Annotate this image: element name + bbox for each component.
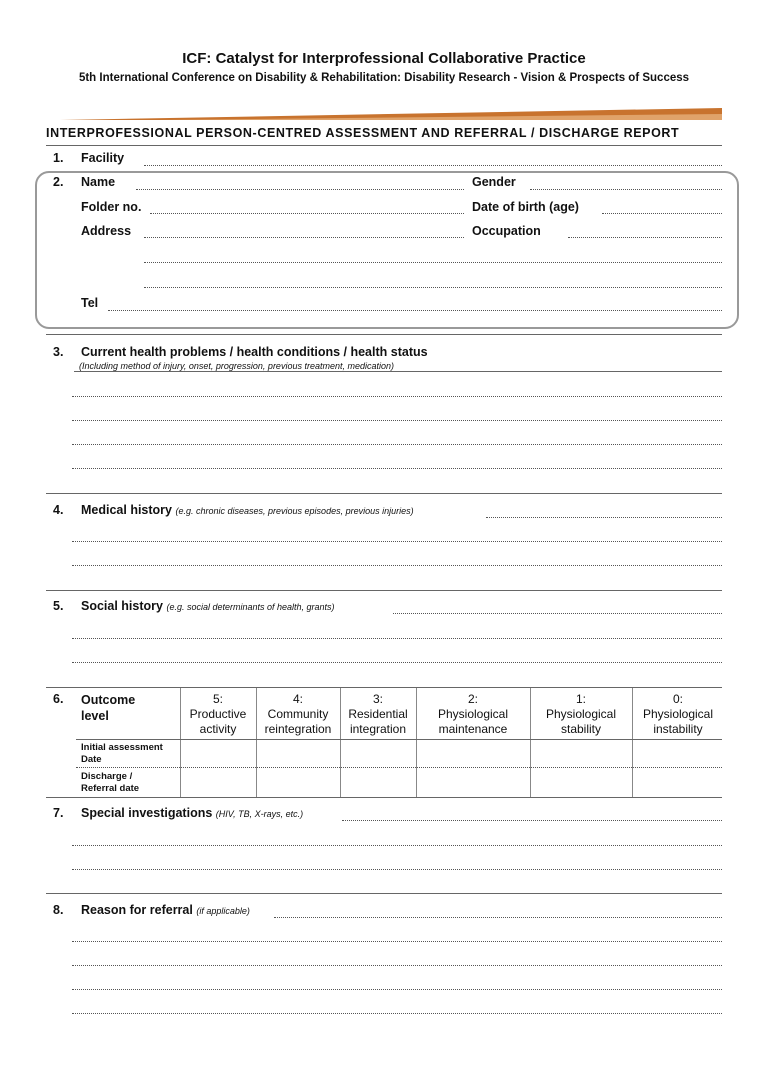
- occupation-field[interactable]: [568, 237, 722, 238]
- level-code: 5:: [212, 692, 223, 706]
- health-problems-line-4[interactable]: [72, 468, 722, 469]
- level-name-1: Physiological: [642, 707, 714, 721]
- section-4-number: 4.: [53, 503, 64, 517]
- page-subtitle: 5th International Conference on Disability & Rehabilitation: Disability Research - Vision & Prospects of Success: [78, 72, 690, 84]
- level-code: 1:: [575, 692, 586, 706]
- folder-field[interactable]: [150, 213, 464, 214]
- address-label: Address: [81, 224, 132, 238]
- title-rule: [46, 145, 722, 146]
- section-2-number: 2.: [53, 175, 64, 189]
- address-field-1[interactable]: [144, 237, 464, 238]
- level-name-2: instability: [653, 722, 703, 736]
- outcome-level-label: [81, 692, 135, 724]
- medical-history-title: Medical history: [81, 503, 172, 517]
- social-history-line-2[interactable]: [72, 662, 722, 663]
- special-investigations-hint: (HIV, TB, X-rays, etc.): [215, 809, 304, 819]
- special-investigations-line-1[interactable]: [72, 845, 722, 846]
- special-investigations-line-2[interactable]: [72, 869, 722, 870]
- level-name-2: integration: [349, 722, 407, 736]
- outcome-level-3: [340, 692, 416, 737]
- outcome-label-line2: level: [81, 709, 109, 723]
- section-7-number: 7.: [53, 806, 64, 820]
- row1-line1: Initial assessment: [81, 742, 163, 753]
- section-5-number: 5.: [53, 599, 64, 613]
- dob-label: Date of birth (age): [472, 200, 579, 214]
- level-name-2: reintegration: [264, 722, 332, 736]
- level-name-1: Community: [267, 707, 329, 721]
- section-1-number: 1.: [53, 151, 64, 165]
- health-problems-label: Current health problems / health conditions / health status: [81, 345, 428, 359]
- special-investigations-field[interactable]: [342, 820, 722, 821]
- social-history-label: [81, 599, 335, 613]
- section-8-number: 8.: [53, 903, 64, 917]
- discharge-date-label: [81, 771, 139, 795]
- health-problems-line-2[interactable]: [72, 420, 722, 421]
- reason-referral-label: [81, 903, 250, 917]
- header-accent-swoosh: [0, 100, 768, 124]
- level-name-2: activity: [199, 722, 237, 736]
- reason-referral-line-3[interactable]: [72, 989, 722, 990]
- section-divider: [46, 797, 722, 798]
- hint-rule: [74, 371, 722, 372]
- facility-label: Facility: [81, 151, 125, 165]
- medical-history-hint: (e.g. chronic diseases, previous episodes, previous injuries): [175, 506, 414, 516]
- outcome-level-4: [256, 692, 340, 737]
- name-label: Name: [81, 175, 116, 189]
- reason-referral-line-4[interactable]: [72, 1013, 722, 1014]
- report-title: INTERPROFESSIONAL PERSON-CENTRED ASSESSMENT AND REFERRAL / DISCHARGE REPORT: [46, 126, 680, 140]
- section-divider: [46, 590, 722, 591]
- level-code: 2:: [467, 692, 478, 706]
- health-problems-line-3[interactable]: [72, 444, 722, 445]
- initial-assessment-label: [81, 742, 163, 766]
- medical-history-label: [81, 503, 414, 517]
- address-field-3[interactable]: [144, 287, 722, 288]
- level-name-1: Physiological: [437, 707, 509, 721]
- level-code: 0:: [672, 692, 683, 706]
- reason-referral-title: Reason for referral: [81, 903, 193, 917]
- outcome-level-2: [416, 692, 530, 737]
- outcome-level-5: [180, 692, 256, 737]
- social-history-line-1[interactable]: [72, 638, 722, 639]
- social-history-title: Social history: [81, 599, 163, 613]
- section-divider: [46, 493, 722, 494]
- level-code: 4:: [292, 692, 303, 706]
- reason-referral-hint: (if applicable): [196, 906, 250, 916]
- social-history-field[interactable]: [393, 613, 722, 614]
- name-field[interactable]: [136, 189, 464, 190]
- tel-field[interactable]: [108, 310, 722, 311]
- special-investigations-title: Special investigations: [81, 806, 213, 820]
- level-name-1: Productive: [189, 707, 247, 721]
- level-name-1: Physiological: [545, 707, 617, 721]
- medical-history-field[interactable]: [486, 517, 722, 518]
- reason-referral-line-2[interactable]: [72, 965, 722, 966]
- row1-line2: Date: [81, 754, 102, 765]
- row2-line1: Discharge /: [81, 771, 133, 782]
- personal-details-box: [35, 171, 739, 329]
- medical-history-line-1[interactable]: [72, 541, 722, 542]
- outcome-label-line1: Outcome: [81, 693, 136, 707]
- row2-line2: Referral date: [81, 783, 140, 794]
- level-name-2: maintenance: [438, 722, 508, 736]
- outcome-level-1: [530, 692, 632, 737]
- section-divider: [46, 334, 722, 335]
- level-name-2: stability: [560, 722, 601, 736]
- section-3-number: 3.: [53, 345, 64, 359]
- page-title: ICF: Catalyst for Interprofessional Collaborative Practice: [182, 50, 586, 67]
- tel-label: Tel: [81, 296, 99, 310]
- reason-referral-line-1[interactable]: [72, 941, 722, 942]
- section-divider: [46, 687, 722, 688]
- gender-field[interactable]: [530, 189, 722, 190]
- table-header-rule: [76, 739, 722, 740]
- health-problems-line-1[interactable]: [72, 396, 722, 397]
- dob-field[interactable]: [602, 213, 722, 214]
- social-history-hint: (e.g. social determinants of health, grants): [166, 602, 335, 612]
- address-field-2[interactable]: [144, 262, 722, 263]
- special-investigations-label: [81, 806, 303, 820]
- facility-field[interactable]: [144, 165, 722, 166]
- medical-history-line-2[interactable]: [72, 565, 722, 566]
- reason-referral-field[interactable]: [274, 917, 722, 918]
- health-problems-hint: (Including method of injury, onset, progression, previous treatment, medication): [79, 361, 394, 371]
- gender-label: Gender: [472, 175, 516, 189]
- level-code: 3:: [372, 692, 383, 706]
- folder-label: Folder no.: [81, 200, 142, 214]
- occupation-label: Occupation: [472, 224, 541, 238]
- level-name-1: Residential: [348, 707, 408, 721]
- section-divider: [46, 893, 722, 894]
- section-6-number: 6.: [53, 692, 64, 706]
- outcome-level-0: [632, 692, 724, 737]
- initial-assessment-row[interactable]: [76, 767, 722, 768]
